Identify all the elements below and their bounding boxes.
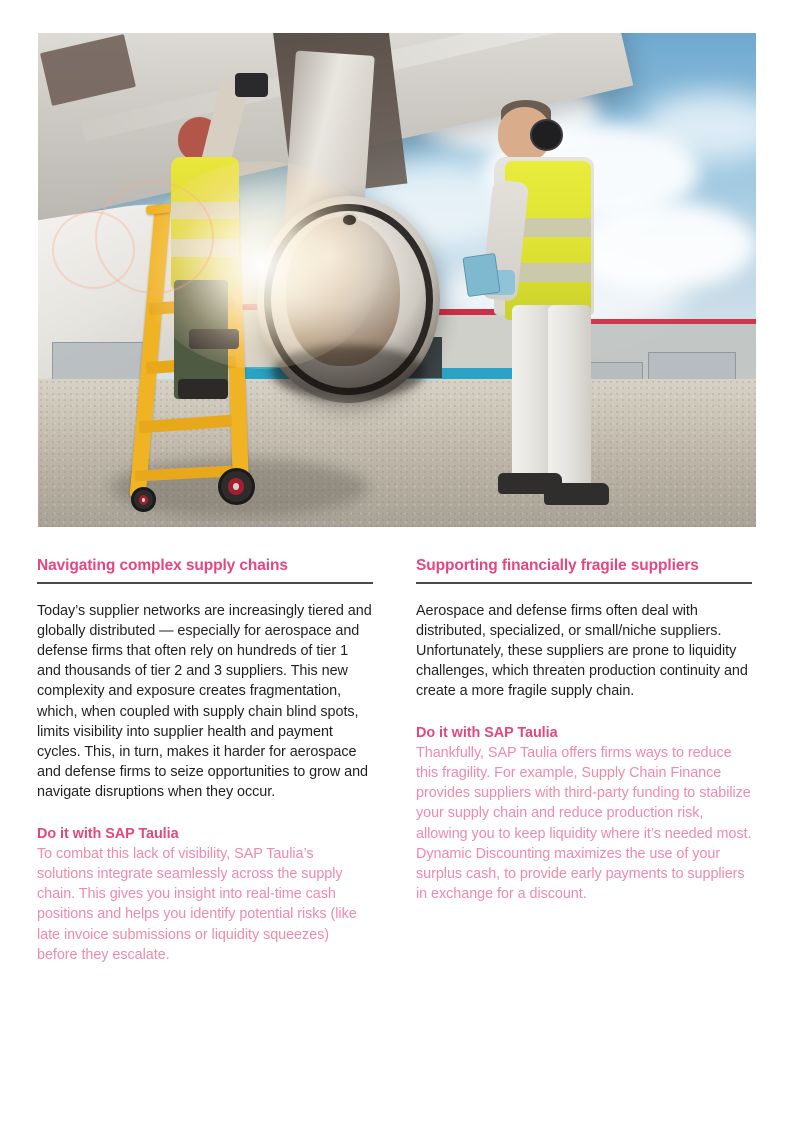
column-right-body: Aerospace and defense firms often deal with distributed, specialized, or small/niche suppliers. Unfortunately, these suppliers are prone to liquidity challenges, which threaten production continuity and create a more fragile supply chain. bbox=[416, 602, 748, 700]
nacelle-sensor-port bbox=[341, 213, 357, 228]
vest-reflective-band bbox=[171, 202, 239, 219]
ladder-wheel bbox=[218, 468, 255, 506]
column-right-promo-title: Do it with SAP Taulia bbox=[416, 724, 558, 741]
column-left bbox=[37, 556, 373, 965]
vest-reflective-band bbox=[171, 239, 239, 256]
column-right-promo-body: Thankfully, SAP Taulia offers firms ways to reduce this fragility. For example, Supply Chain Finance provides suppliers with third-party funding to stabilize your supply chain and reduce production risk, allowing you to keep liquidity where it’s needed most. Dynamic Discounting maximizes the use of your surplus cash, to provide early payments to suppliers in exchange for a discount. bbox=[416, 744, 752, 903]
hero-photo bbox=[38, 33, 756, 527]
column-right bbox=[416, 556, 752, 904]
column-left-rule bbox=[37, 582, 373, 584]
inspector-shoe bbox=[544, 483, 609, 506]
inspector-leg bbox=[548, 305, 591, 493]
column-right-promo bbox=[416, 723, 752, 905]
technician-shoe bbox=[189, 329, 239, 349]
hero-photo-scene bbox=[38, 33, 756, 527]
column-left-promo-title: Do it with SAP Taulia bbox=[37, 825, 179, 842]
technician-glove bbox=[235, 73, 267, 98]
ear-defender-icon bbox=[530, 119, 563, 151]
column-right-heading: Supporting financially fragile suppliers bbox=[416, 557, 699, 574]
column-left-body: Today’s supplier networks are increasingly tiered and globally distributed — especially for aerospace and defense firms that often rely on hundreds of tier 1 and thousands of tier 2 and 3 suppliers. This new complexity and exposure creates fragmentation, which, when coupled with supply chain blind spots, limits visibility into supplier health and payment cycles. This, in turn, makes it harder for aerospace and defense firms to seize opportunities to grow and navigate disruptions when they occur. bbox=[37, 602, 372, 801]
jet-engine-nacelle bbox=[257, 196, 440, 403]
technician-hi-vis-vest bbox=[171, 157, 239, 290]
column-left-promo bbox=[37, 824, 373, 965]
column-left-heading: Navigating complex supply chains bbox=[37, 557, 288, 574]
tablet-device bbox=[463, 253, 501, 297]
technician-shoe bbox=[178, 379, 228, 399]
ladder-wheel bbox=[131, 487, 155, 512]
column-right-rule bbox=[416, 582, 752, 584]
engine-cowling bbox=[286, 217, 400, 366]
column-left-promo-body: To combat this lack of visibility, SAP Taulia’s solutions integrate seamlessly across the supply chain. This gives you insight into real-time cash positions and helps you identify potential risks (like late invoice submissions or liquidity squeezes) before they escalate. bbox=[37, 845, 357, 963]
